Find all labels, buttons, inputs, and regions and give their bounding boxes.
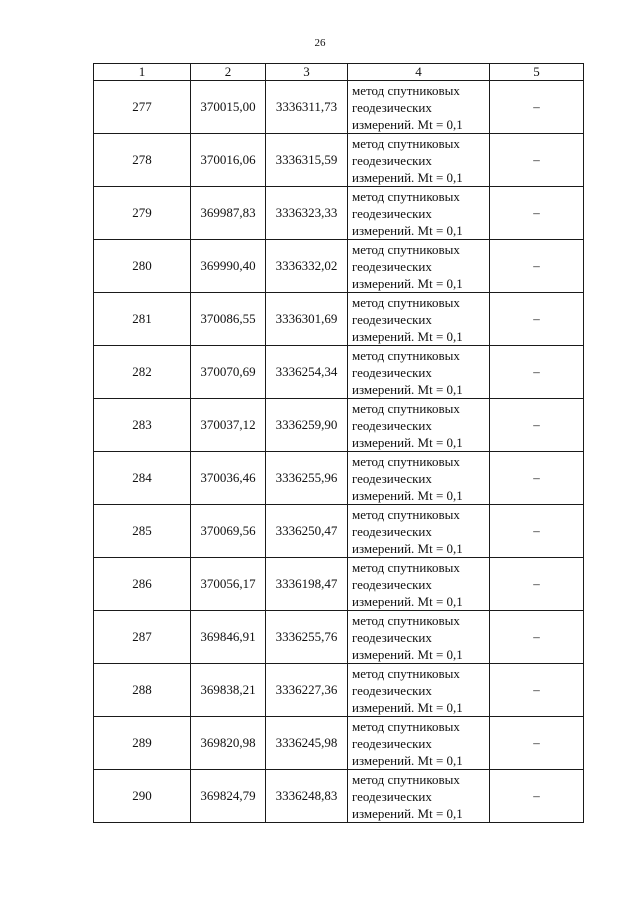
method-line: метод спутниковых [352,188,460,204]
note-cell: – [490,187,584,240]
table-row [94,187,584,240]
method-line: измерений. Mt = 0,1 [352,222,463,238]
y-coordinate-cell: 3336311,73 [266,81,348,134]
header-col-1: 1 [94,64,191,81]
method-line: измерений. Mt = 0,1 [352,275,463,291]
y-coordinate-cell: 3336255,96 [266,452,348,505]
method-line: метод спутниковых [352,665,460,681]
point-number-cell: 280 [94,240,191,293]
point-number-cell: 281 [94,293,191,346]
method-line: измерений. Mt = 0,1 [352,116,463,132]
page-number: 26 [314,37,326,49]
y-coordinate-cell: 3336301,69 [266,293,348,346]
method-line: геодезических [352,523,432,539]
method-line: измерений. Mt = 0,1 [352,169,463,185]
table-row [94,452,584,505]
table-row [94,81,584,134]
method-line: измерений. Mt = 0,1 [352,699,463,715]
method-line: измерений. Mt = 0,1 [352,752,463,768]
method-line: метод спутниковых [352,771,460,787]
header-col-2: 2 [191,64,266,81]
method-line: метод спутниковых [352,506,460,522]
method-line: геодезических [352,99,432,115]
method-line: геодезических [352,470,432,486]
table-row [94,240,584,293]
method-line: метод спутниковых [352,241,460,257]
table-row [94,505,584,558]
note-cell: – [490,240,584,293]
method-line: геодезических [352,629,432,645]
note-cell: – [490,664,584,717]
method-line: измерений. Mt = 0,1 [352,487,463,503]
x-coordinate-cell: 369820,98 [191,717,266,770]
method-line: метод спутниковых [352,559,460,575]
method-line: геодезических [352,576,432,592]
point-number-cell: 287 [94,611,191,664]
method-line: геодезических [352,364,432,380]
method-line: метод спутниковых [352,294,460,310]
method-cell [348,346,490,399]
header-col-3: 3 [266,64,348,81]
x-coordinate-cell: 370015,00 [191,81,266,134]
point-number-cell: 283 [94,399,191,452]
x-coordinate-cell: 370086,55 [191,293,266,346]
method-line: геодезических [352,311,432,327]
method-line: геодезических [352,417,432,433]
method-cell [348,664,490,717]
method-cell [348,399,490,452]
table-row [94,134,584,187]
method-line: геодезических [352,258,432,274]
y-coordinate-cell: 3336259,90 [266,399,348,452]
header-row [94,64,584,81]
x-coordinate-cell: 369987,83 [191,187,266,240]
method-cell [348,293,490,346]
x-coordinate-cell: 369846,91 [191,611,266,664]
method-line: геодезических [352,205,432,221]
x-coordinate-cell: 370056,17 [191,558,266,611]
y-coordinate-cell: 3336254,34 [266,346,348,399]
note-cell: – [490,81,584,134]
method-line: метод спутниковых [352,347,460,363]
method-cell [348,770,490,823]
table-row [94,399,584,452]
table-row [94,293,584,346]
x-coordinate-cell: 370069,56 [191,505,266,558]
method-line: геодезических [352,152,432,168]
x-coordinate-cell: 369824,79 [191,770,266,823]
y-coordinate-cell: 3336250,47 [266,505,348,558]
table-header [94,64,584,81]
point-number-cell: 278 [94,134,191,187]
method-line: измерений. Mt = 0,1 [352,593,463,609]
note-cell: – [490,505,584,558]
y-coordinate-cell: 3336255,76 [266,611,348,664]
y-coordinate-cell: 3336332,02 [266,240,348,293]
point-number-cell: 277 [94,81,191,134]
x-coordinate-cell: 370037,12 [191,399,266,452]
method-line: измерений. Mt = 0,1 [352,381,463,397]
y-coordinate-cell: 3336323,33 [266,187,348,240]
method-line: метод спутниковых [352,82,460,98]
y-coordinate-cell: 3336227,36 [266,664,348,717]
method-cell [348,717,490,770]
x-coordinate-cell: 370070,69 [191,346,266,399]
x-coordinate-cell: 369838,21 [191,664,266,717]
point-number-cell: 282 [94,346,191,399]
method-line: метод спутниковых [352,400,460,416]
method-line: геодезических [352,682,432,698]
method-line: геодезических [352,735,432,751]
x-coordinate-cell: 369990,40 [191,240,266,293]
method-line: геодезических [352,788,432,804]
method-cell [348,611,490,664]
point-number-cell: 284 [94,452,191,505]
y-coordinate-cell: 3336315,59 [266,134,348,187]
method-line: метод спутниковых [352,453,460,469]
table-row [94,346,584,399]
note-cell: – [490,293,584,346]
method-line: метод спутниковых [352,135,460,151]
header-col-4: 4 [348,64,490,81]
point-number-cell: 279 [94,187,191,240]
note-cell: – [490,452,584,505]
method-cell [348,134,490,187]
note-cell: – [490,558,584,611]
x-coordinate-cell: 370016,06 [191,134,266,187]
y-coordinate-cell: 3336248,83 [266,770,348,823]
coordinates-table [93,63,584,823]
note-cell: – [490,346,584,399]
point-number-cell: 286 [94,558,191,611]
method-line: измерений. Mt = 0,1 [352,328,463,344]
note-cell: – [490,399,584,452]
method-line: метод спутниковых [352,612,460,628]
method-line: измерений. Mt = 0,1 [352,434,463,450]
y-coordinate-cell: 3336245,98 [266,717,348,770]
note-cell: – [490,134,584,187]
method-cell [348,558,490,611]
table-row [94,770,584,823]
x-coordinate-cell: 370036,46 [191,452,266,505]
note-cell: – [490,770,584,823]
method-cell [348,187,490,240]
method-line: метод спутниковых [352,718,460,734]
header-col-5: 5 [490,64,584,81]
method-cell [348,452,490,505]
table-row [94,664,584,717]
table-body [94,81,584,823]
table-row [94,558,584,611]
point-number-cell: 285 [94,505,191,558]
table-row [94,611,584,664]
method-cell [348,505,490,558]
method-line: измерений. Mt = 0,1 [352,646,463,662]
table-row [94,717,584,770]
method-line: измерений. Mt = 0,1 [352,540,463,556]
method-line: измерений. Mt = 0,1 [352,805,463,821]
y-coordinate-cell: 3336198,47 [266,558,348,611]
point-number-cell: 290 [94,770,191,823]
note-cell: – [490,611,584,664]
point-number-cell: 288 [94,664,191,717]
note-cell: – [490,717,584,770]
point-number-cell: 289 [94,717,191,770]
method-cell [348,81,490,134]
method-cell [348,240,490,293]
